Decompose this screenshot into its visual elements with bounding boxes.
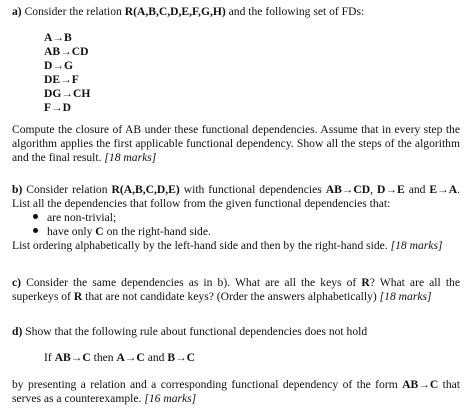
bullet-icon <box>33 228 38 233</box>
fd-b-3: E→A <box>429 183 458 196</box>
bullet-icon <box>33 214 38 219</box>
part-a-text-line-2: algorithm applies the first applicable functional dependency. Show all the steps of the algorithm <box>12 137 460 150</box>
part-a-text-line-3: and the final result. [18 marks] <box>12 151 157 164</box>
fd-2: AB→CD <box>44 45 89 58</box>
part-d-line-1: d) Show that the following rule about functional dependencies does not hold <box>12 325 368 338</box>
part-b-marks: [18 marks] <box>390 239 443 252</box>
fd-4: DE→F <box>44 73 79 86</box>
part-a-text-line-1: Compute the closure of AB under these functional dependencies. Assume that in every step the <box>12 123 460 136</box>
part-c-label: c) <box>12 276 22 289</box>
part-c-marks: [18 marks] <box>379 290 432 303</box>
part-b-line-1: b) Consider relation R(A,B,C,D,E) with functional dependencies AB→CD, D→E and E→A. <box>12 183 461 196</box>
relation-a: R(A,B,C,D,E,F,G,H) <box>124 5 226 18</box>
part-b-label: b) <box>12 183 23 196</box>
part-d-line-4: serves as a counterexample. [16 marks] <box>12 392 197 405</box>
part-d-rule: If AB→C then A→C and B→C <box>44 351 196 364</box>
part-b-line-5: List ordering alphabetically by the left-hand side and then by the right-hand side. [18 marks] <box>12 239 443 252</box>
part-d-label: d) <box>12 325 23 338</box>
part-a-marks: [18 marks] <box>104 151 157 164</box>
relation-b: R(A,B,C,D,E) <box>111 183 180 196</box>
fd-b-2: D→E <box>377 183 405 196</box>
part-c-line-2: superkeys of R that are not candidate keys? (Order the answers alphabetically) [18 marks] <box>12 290 432 303</box>
fd-5: DG→CH <box>44 87 91 100</box>
fd-b-1: AB→CD <box>325 183 371 196</box>
part-c-line-1: c) Consider the same dependencies as in b). What are all the keys of R? What are all the <box>12 276 460 289</box>
part-a-intro: a) Consider the relation R(A,B,C,D,E,F,G,H) and the following set of FDs: <box>12 5 365 18</box>
part-b-line-2: List all the dependencies that follow from the given functional dependencies that: <box>12 197 391 210</box>
bullet-item-2: have only C on the right-hand side. <box>33 225 211 239</box>
part-d-marks: [16 marks] <box>144 392 197 405</box>
fd-3: D→G <box>44 59 73 72</box>
part-d-line-3: by presenting a relation and a corresponding functional dependency of the form AB→C that <box>12 378 460 391</box>
part-a-label: a) <box>12 5 22 18</box>
fd-1: A→B <box>44 31 72 44</box>
fd-6: F→D <box>44 101 72 114</box>
bullet-item-1: are non-trivial; <box>33 211 116 225</box>
